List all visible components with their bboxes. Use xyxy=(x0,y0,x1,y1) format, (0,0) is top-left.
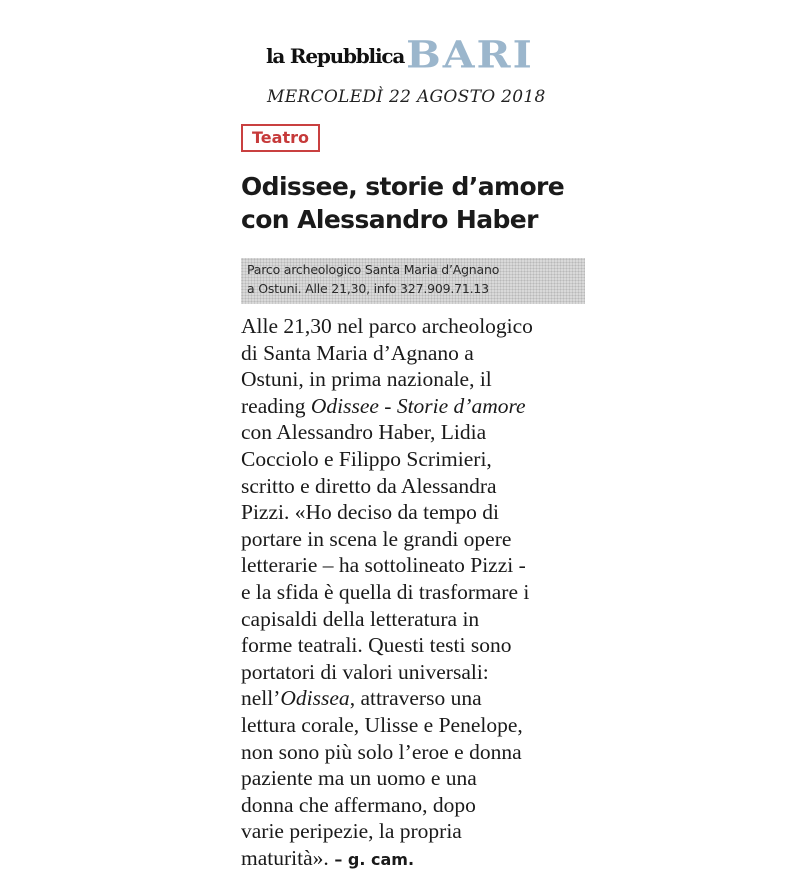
article-line: e la sfida è quella di trasformare i xyxy=(241,579,530,604)
article-line: varie peripezie, la propria xyxy=(241,819,462,844)
masthead xyxy=(266,30,534,77)
article-line: di Santa Maria d’Agnano a xyxy=(241,340,474,365)
section-tag: Teatro xyxy=(241,124,320,152)
publication-date: MERCOLEDÌ 22 AGOSTO 2018 xyxy=(267,87,546,107)
article-line: Pizzi. «Ho deciso da tempo di xyxy=(241,500,499,525)
headline-line: Odissee, storie d’amore xyxy=(241,172,565,201)
article-line xyxy=(241,393,621,420)
headline xyxy=(241,170,601,236)
info-line: Parco archeologico Santa Maria d’Agnano xyxy=(247,262,500,277)
article-text: , attraverso una xyxy=(349,686,482,711)
article-text: maturità». xyxy=(241,845,329,870)
work-title: Odissee - Storie d’amore xyxy=(310,393,526,418)
work-title: Odissea xyxy=(280,686,350,711)
article-body xyxy=(241,313,621,873)
article-line: portare in scena le grandi opere xyxy=(241,526,512,551)
article-line xyxy=(241,685,621,712)
city-edition-name: BARI xyxy=(406,32,534,77)
info-line: a Ostuni. Alle 21,30, info 327.909.71.13 xyxy=(247,281,489,296)
article-line: Alle 21,30 nel parco archeologico xyxy=(241,314,533,338)
article-line: scritto e diretto da Alessandra xyxy=(241,473,497,498)
newspaper-name: la Repubblica xyxy=(266,44,405,68)
event-info-box xyxy=(241,258,585,304)
article-line xyxy=(241,845,621,874)
article-line: capisaldi della letteratura in xyxy=(241,606,480,631)
author-signature: – g. cam. xyxy=(328,849,415,869)
article-line: non sono più solo l’eroe e donna xyxy=(241,739,522,764)
article-text: nell’ xyxy=(241,686,281,711)
article-line: portatori di valori universali: xyxy=(241,659,489,684)
article-line: Ostuni, in prima nazionale, il xyxy=(241,367,492,392)
article-line: paziente ma un uomo e una xyxy=(241,766,477,791)
article-line: con Alessandro Haber, Lidia xyxy=(241,420,487,445)
headline-line: con Alessandro Haber xyxy=(241,205,538,234)
article-line: Cocciolo e Filippo Scrimieri, xyxy=(241,446,492,471)
article-line: forme teatrali. Questi testi sono xyxy=(241,633,512,658)
article-line: donna che affermano, dopo xyxy=(241,792,476,817)
article-line: letterarie – ha sottolineato Pizzi - xyxy=(241,553,526,578)
article-text: reading xyxy=(241,393,311,418)
article-line: lettura corale, Ulisse e Penelope, xyxy=(241,712,523,737)
